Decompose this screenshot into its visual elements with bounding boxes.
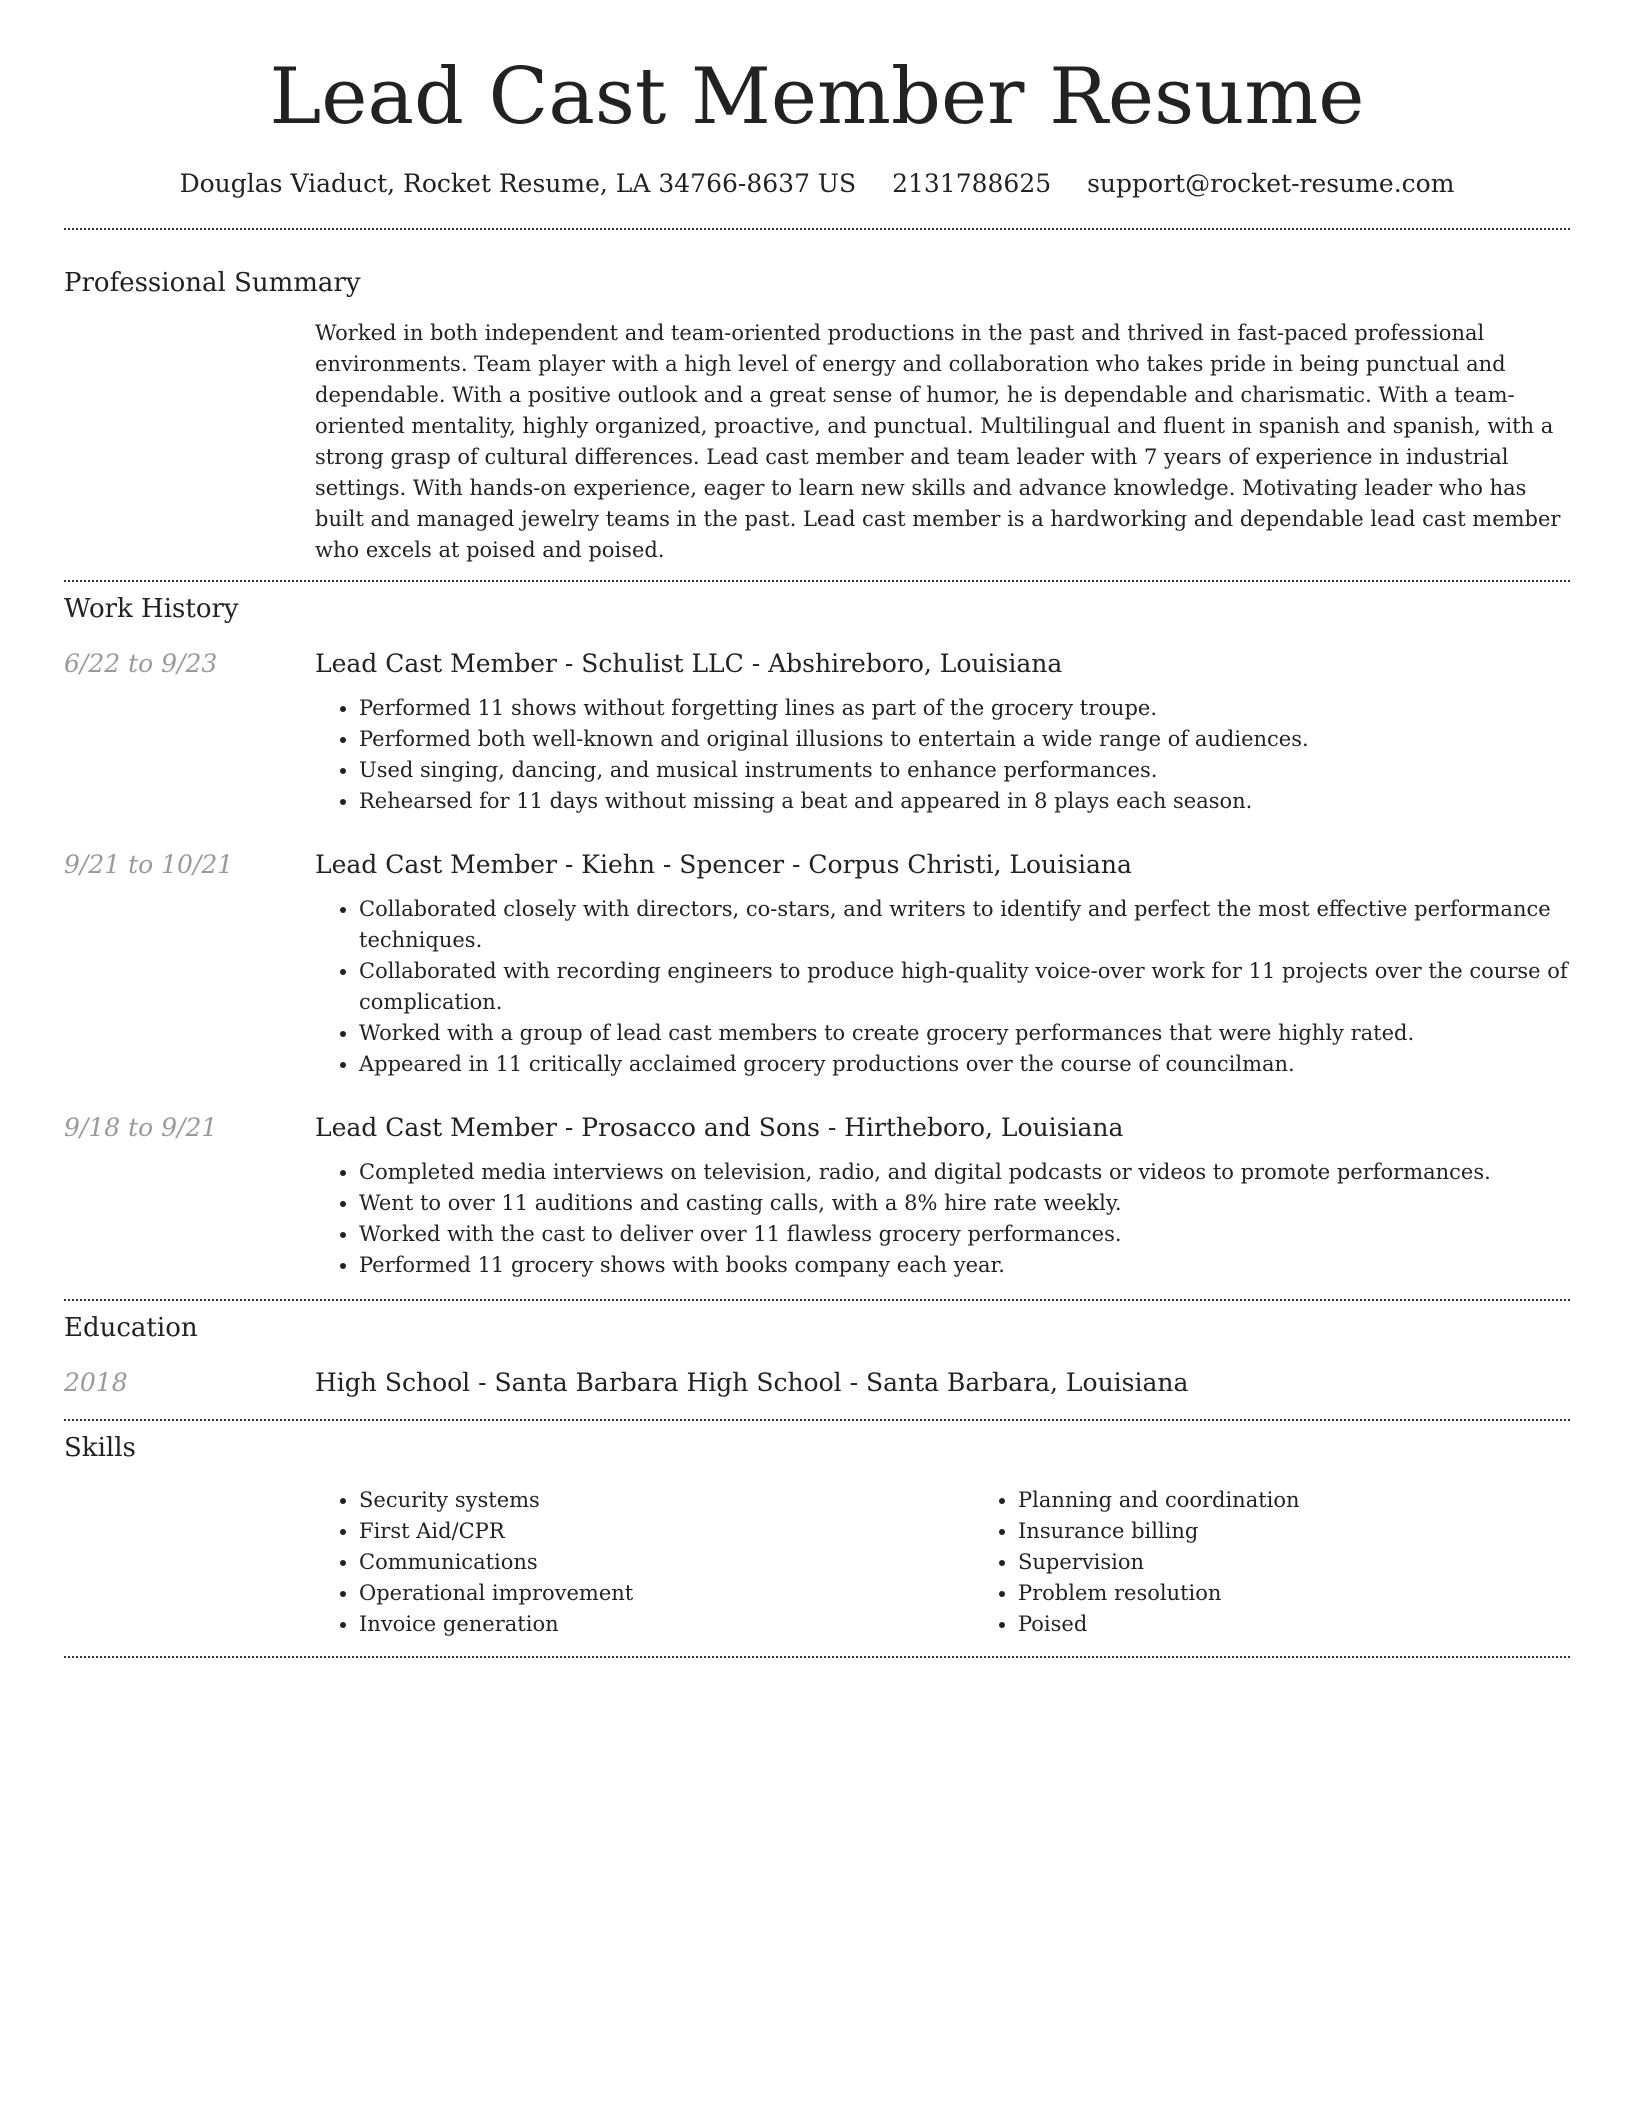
list-item: • Worked with the cast to deliver over 11 flawless grocery performances. <box>359 1219 1570 1250</box>
list-item: • Security systems <box>359 1485 974 1516</box>
list-item: • Collaborated closely with directors, co-stars, and writers to identify and perfect the most effective performance techniques. <box>359 894 1570 956</box>
job-dates: 9/21 to 10/21 <box>64 850 234 879</box>
contact-phone: 2131788625 <box>892 169 1052 198</box>
list-item: • Supervision <box>1018 1547 1632 1578</box>
skills-section <box>64 1431 1570 1640</box>
skills-grid <box>315 1485 1632 1640</box>
job-entry <box>64 1112 1570 1281</box>
contact-address: Douglas Viaduct, Rocket Resume, LA 34766-8637 US <box>179 169 857 198</box>
job-entry <box>64 648 1570 817</box>
list-item: • Poised <box>1018 1609 1632 1640</box>
list-item: • First Aid/CPR <box>359 1516 974 1547</box>
skills-heading: Skills <box>64 1433 136 1463</box>
divider <box>64 1656 1570 1658</box>
list-item: • Operational improvement <box>359 1578 974 1609</box>
summary-heading: Professional Summary <box>64 268 361 298</box>
list-item: • Went to over 11 auditions and casting calls, with a 8% hire rate weekly. <box>359 1188 1570 1219</box>
list-item: • Rehearsed for 11 days without missing a beat and appeared in 8 plays each season. <box>359 786 1570 817</box>
education-section <box>64 1311 1570 1399</box>
job-title: Lead Cast Member - Prosacco and Sons - Hirtheboro, Louisiana <box>315 1113 1124 1142</box>
divider <box>64 228 1570 230</box>
skills-list-left <box>315 1485 974 1640</box>
divider <box>64 580 1570 582</box>
education-year: 2018 <box>64 1368 128 1397</box>
list-item: • Problem resolution <box>1018 1578 1632 1609</box>
job-dates: 9/18 to 9/21 <box>64 1113 218 1142</box>
list-item: • Invoice generation <box>359 1609 974 1640</box>
divider <box>64 1299 1570 1301</box>
list-item: • Used singing, dancing, and musical instruments to enhance performances. <box>359 755 1570 786</box>
list-item: • Performed 11 shows without forgetting lines as part of the grocery troupe. <box>359 693 1570 724</box>
list-item: • Insurance billing <box>1018 1516 1632 1547</box>
summary-text: Worked in both independent and team-oriented productions in the past and thrived in fast-paced professional environments. Team player with a high level of energy and collaboration who takes pride in being punctual and dependable. With a positive outlook and a great sense of humor, he is dependable and charismatic. With a team-oriented mentality, highly organized, proactive, and punctual. Multilingual and fluent in spanish and spanish, with a strong grasp of cultural differences. Lead cast member and team leader with 7 years of experience in industrial settings. With hands-on experience, eager to learn new skills and advance knowledge. Motivating leader who has built and managed jewelry teams in the past. Lead cast member is a hardworking and dependable lead cast member who excels at poised and poised. <box>315 321 1561 562</box>
work-heading: Work History <box>64 594 239 624</box>
list-item: • Collaborated with recording engineers to produce high-quality voice-over work for 11 projects over the course of complication. <box>359 956 1570 1018</box>
work-section <box>64 592 1570 1281</box>
list-item: • Worked with a group of lead cast members to create grocery performances that were highly rated. <box>359 1018 1570 1049</box>
summary-section <box>64 266 1570 566</box>
job-bullets <box>315 894 1570 1080</box>
job-entry <box>64 849 1570 1080</box>
list-item: • Planning and coordination <box>1018 1485 1632 1516</box>
page-title: Lead Cast Member Resume <box>269 52 1365 142</box>
job-title: Lead Cast Member - Schulist LLC - Abshireboro, Louisiana <box>315 649 1063 678</box>
job-dates: 6/22 to 9/23 <box>64 649 218 678</box>
list-item: • Performed 11 grocery shows with books company each year. <box>359 1250 1570 1281</box>
resume-page <box>64 0 1570 1658</box>
education-title: High School - Santa Barbara High School - Santa Barbara, Louisiana <box>315 1368 1189 1397</box>
divider <box>64 1419 1570 1421</box>
contact-email: support@rocket-resume.com <box>1087 169 1455 198</box>
list-item: • Appeared in 11 critically acclaimed grocery productions over the course of councilman. <box>359 1049 1570 1080</box>
education-entry <box>64 1367 1570 1399</box>
job-title: Lead Cast Member - Kiehn - Spencer - Corpus Christi, Louisiana <box>315 850 1132 879</box>
education-heading: Education <box>64 1313 198 1343</box>
contact-line <box>64 168 1570 200</box>
job-bullets <box>315 1157 1570 1281</box>
list-item: • Performed both well-known and original illusions to entertain a wide range of audiences. <box>359 724 1570 755</box>
skills-list-right <box>974 1485 1632 1640</box>
list-item: • Completed media interviews on television, radio, and digital podcasts or videos to promote performances. <box>359 1157 1570 1188</box>
list-item: • Communications <box>359 1547 974 1578</box>
job-bullets <box>315 693 1570 817</box>
